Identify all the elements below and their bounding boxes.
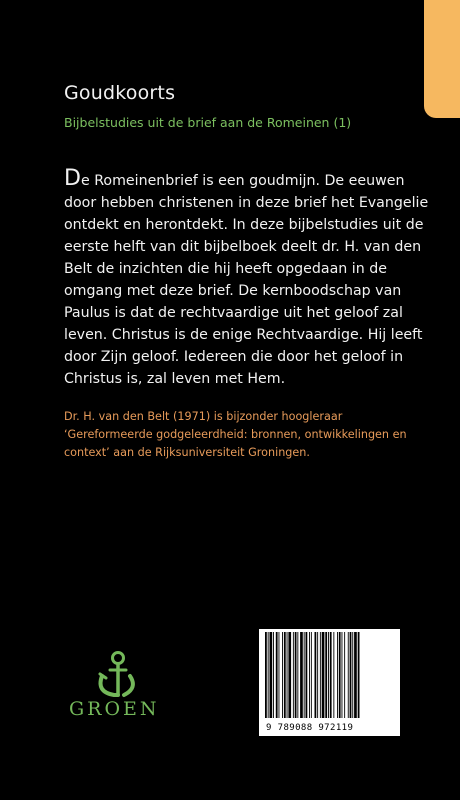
barcode-bar [328, 632, 329, 718]
barcode-bar [304, 632, 305, 718]
barcode-bar [317, 632, 318, 718]
barcode-bar [273, 632, 274, 718]
isbn-barcode [263, 632, 396, 718]
barcode-bar [315, 632, 317, 718]
barcode-bar [325, 632, 327, 718]
barcode-bar [333, 632, 334, 718]
barcode-bar [339, 632, 341, 718]
barcode-bar [276, 632, 278, 718]
barcode-bar [348, 632, 349, 718]
barcode-bar [287, 632, 288, 718]
barcode-bar [342, 632, 343, 718]
book-title: Goudkoorts [64, 82, 176, 104]
barcode-bar [279, 632, 280, 718]
barcode-bar [297, 632, 298, 718]
barcode-bar [288, 632, 291, 718]
barcode-bar [282, 632, 283, 718]
barcode-bar [295, 632, 297, 718]
barcode-bar [337, 632, 338, 718]
isbn-barcode-box [259, 629, 400, 736]
barcode-bar [293, 632, 294, 718]
barcode-bar [322, 632, 325, 718]
blurb-dropcap: D [64, 166, 81, 191]
barcode-bar [330, 632, 332, 718]
barcode-bar [284, 632, 286, 718]
barcode-bar [358, 632, 360, 718]
barcode-bar [309, 632, 310, 718]
barcode-bar [311, 632, 312, 718]
barcode-bar [300, 632, 303, 718]
barcode-bar [268, 632, 269, 718]
isbn-number: 9 789088 972119 [266, 723, 354, 733]
blurb-text: e Romeinenbrief is een goudmijn. De eeuwen door hebben christenen in deze brief het Evangelie ontdekt en herontdekt. In deze bijbelstudies uit de eerste helft van dit bijbelboek deelt dr. H. van den Belt de inzichten die hij heeft opgedaan in de omgang met deze brief. De kernboodschap van Paulus is dat de rechtvaardige uit het geloof zal leven. Christus is de enige Rechtvaardige. Hij leeft door Zijn geloof. Iedereen die door het geloof in Christus is, zal leven met Hem. [64, 173, 429, 387]
barcode-bar [320, 632, 321, 718]
barcode-bar [350, 632, 352, 718]
barcode-bar [344, 632, 345, 718]
barcode-bar [270, 632, 273, 718]
gold-cover-tab [424, 0, 460, 118]
publisher-logo-text: GROEN [69, 698, 160, 720]
blurb-paragraph [64, 168, 434, 390]
barcode-bar [265, 632, 267, 718]
barcode-bar [354, 632, 357, 718]
author-bio: Dr. H. van den Belt (1971) is bijzonder hoogleraar ‘Gereformeerde godgeleerdheid: bronnen, ontwikkelingen en context’ aan de Rijksuniversiteit Groningen. [64, 410, 407, 459]
barcode-bar [352, 632, 353, 718]
barcode-bar [306, 632, 308, 718]
book-subtitle: Bijbelstudies uit de brief aan de Romeinen (1) [64, 115, 352, 130]
